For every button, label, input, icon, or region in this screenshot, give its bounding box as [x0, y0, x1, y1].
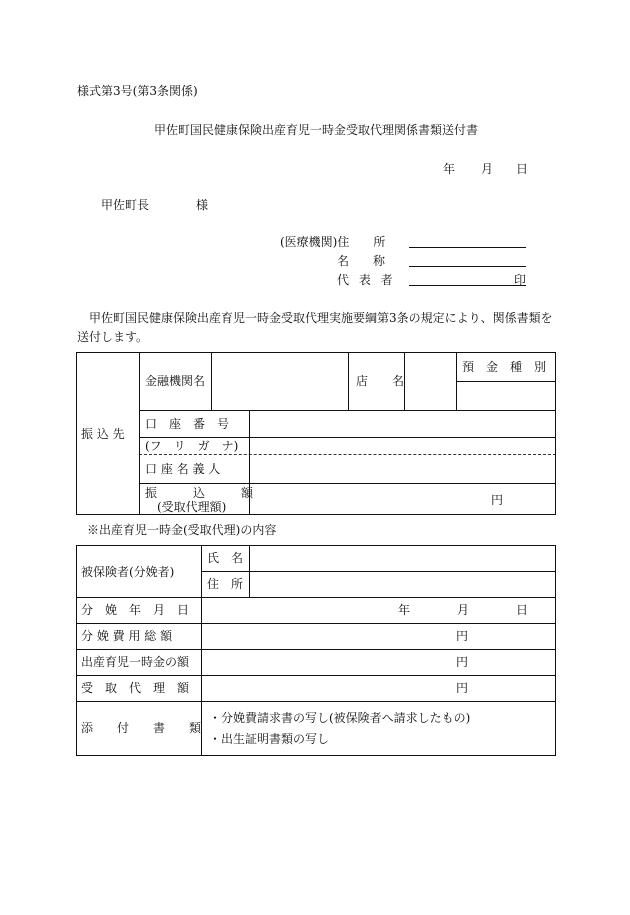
total-cost-label: 分 娩 費 用 総 額 [81, 629, 173, 643]
insured-address-label: 住 所 [207, 577, 244, 591]
transfer-yen-unit: 円 [491, 493, 504, 507]
body-text-line2: 送付します。 [77, 330, 149, 344]
form-number: 様式第3号(第3条関係) [77, 84, 198, 98]
date-day: 日 [516, 162, 529, 176]
account-holder-label: 口 座 名 義 人 [145, 462, 221, 476]
sender-address-line [409, 235, 526, 248]
proxy-amount-label: 受 取 代 理 額 [81, 681, 190, 695]
birth-date-label: 分 娩 年 月 日 [81, 603, 190, 617]
seal-mark: 印 [514, 273, 527, 287]
total-cost-yen: 円 [456, 629, 469, 643]
lump-sum-label: 出産育児一時金の額 [81, 655, 190, 669]
date-month: 月 [481, 162, 494, 176]
sender-rep-label: 代 表 者 [337, 273, 396, 287]
birth-date-day: 日 [516, 603, 529, 617]
proxy-amount-sublabel: (受取代理額) [157, 500, 227, 514]
branch-name-label: 店 名 [356, 374, 405, 388]
attachment-item-1: ・分娩費請求書の写し(被保険者へ請求したもの) [209, 711, 471, 725]
date-year: 年 [443, 162, 456, 176]
transfer-section-label: 振 込 先 [81, 427, 125, 441]
sender-address-label: (医療機関)住 所 [280, 235, 386, 249]
bank-name-label: 金融機関名 [145, 374, 206, 388]
proxy-amount-yen: 円 [456, 681, 469, 695]
document-title: 甲佐町国民健康保険出産育児一時金受取代理関係書類送付書 [154, 123, 479, 137]
furigana-label: (フ リ ガ ナ) [145, 439, 239, 453]
attachments-label: 添 付 書 類 [81, 721, 202, 735]
insured-person-label: 被保険者(分娩者) [81, 565, 175, 579]
addressee-honorific: 様 [196, 198, 209, 212]
sender-name-label: 名 称 [337, 254, 386, 268]
account-number-label: 口 座 番 号 [145, 417, 230, 431]
addressee-name: 甲佐町長 [101, 198, 150, 212]
birth-date-year: 年 [398, 603, 411, 617]
deposit-type-label: 預 金 種 別 [462, 360, 547, 374]
birth-date-month: 月 [457, 603, 470, 617]
sender-name-line [409, 254, 526, 267]
body-text-line1: 甲佐町国民健康保険出産育児一時金受取代理実施要綱第3条の規定により、関係書類を [89, 311, 553, 325]
contents-note: ※出産育児一時金(受取代理)の内容 [87, 523, 277, 537]
transfer-amount-label: 振 込 額 [145, 486, 254, 500]
insured-name-label: 氏 名 [207, 551, 244, 565]
lump-sum-yen: 円 [456, 655, 469, 669]
attachment-item-2: ・出生証明書類の写し [209, 732, 330, 746]
sender-rep-line [409, 273, 526, 286]
